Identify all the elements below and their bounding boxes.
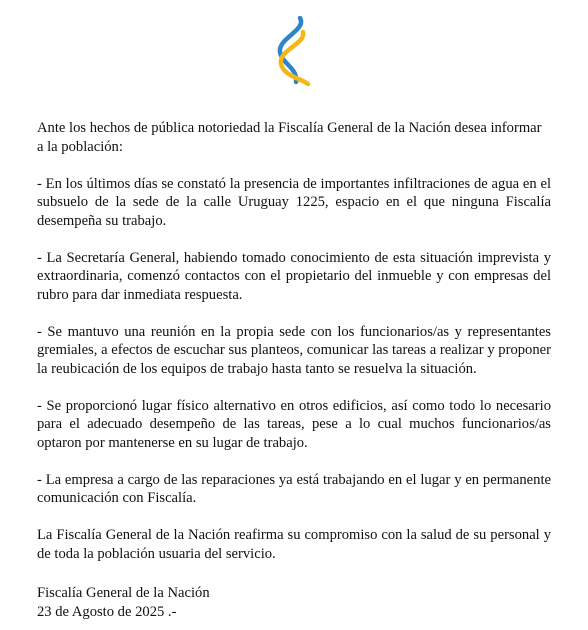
closing-paragraph: La Fiscalía General de la Nación reafirma su compromiso con la salud de su personal y de toda la población usuaria del servicio. [37,527,551,562]
paragraph-meeting: - Se mantuvo una reunión en la propia sede con los funcionarios/as y representantes gremiales, a efectos de escuchar sus planteos, comunicar las tareas a realizar y proponer la reubicación de los equipos de trabajo hasta tanto se resuelva la situación. [37,323,551,377]
signature-organization: Fiscalía General de la Nación [37,585,210,601]
signature-block [37,584,210,621]
signature-date: 23 de Agosto de 2025 .- [37,603,177,620]
paragraph-infiltrations: - En los últimos días se constató la presencia de importantes infiltraciones de agua en el subsuelo de la sede de la calle Uruguay 1225, espacio en el que ninguna Fiscalía desempeña su trabajo. [37,175,551,229]
statement-body [37,119,551,582]
intro-paragraph: Ante los hechos de pública notoriedad la Fiscalía General de la Nación desea informar a la población: [37,120,542,155]
paragraph-secretaria: - La Secretaría General, habiendo tomado conocimiento de esta situación imprevista y extraordinaria, comenzó contactos con el propietario del inmueble y con empresas del rubro para dar inmediata respuesta. [37,249,551,303]
paragraph-alternative-space: - Se proporcionó lugar físico alternativo en otros edificios, así como todo lo necesario para el adecuado desempeño de las tareas, pese a lo cual muchos funcionarios/as optaron por mantenerse en su lugar de trabajo. [37,397,551,451]
paragraph-repairs: - La empresa a cargo de las reparaciones ya está trabajando en el lugar y en permanente comunicación con Fiscalía. [37,471,551,506]
fiscalia-logo-icon [270,16,314,88]
